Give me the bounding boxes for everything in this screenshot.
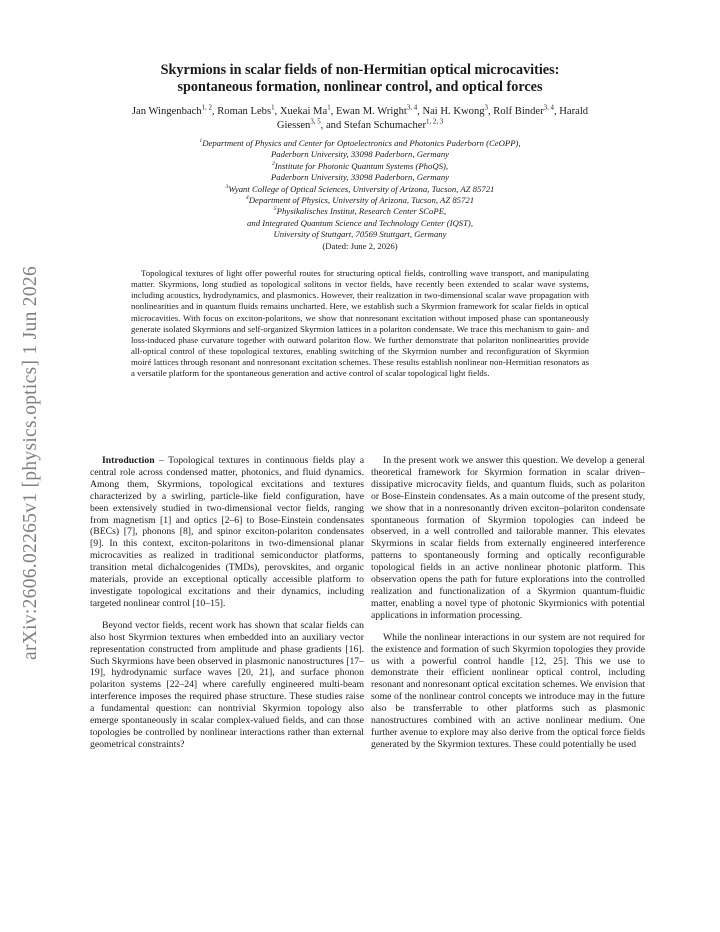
affiliation-line: Paderborn University, 33098 Paderborn, Germany (270, 172, 450, 183)
author-name: and Stefan Schumacher (325, 119, 426, 131)
affiliation-line: $^3$Wyant College of Optical Sciences, University of Arizona, Tucson, AZ 85721 (225, 183, 495, 194)
paper-title (110, 62, 610, 96)
affiliation-line: $^4$Department of Physics, University of Arizona, Tucson, AZ 85721 (245, 195, 475, 206)
intro-paragraph-1-text: Topological textures in continuous fields play a central role across condensed matter, photonics, and fluid dynamics. Among them, Skyrmions, topological excitations and textures characterized by a swirling, particle-like field configuration, have been extensively studied in two-dimensional vector fields, ranging from magnetism [1] and optics [2–6] to Bose-Einstein condensates (BECs) [7], phonons [8], and spinor exciton-polariton condensates [9]. In this context, exciton-polaritons in two-dimensional planar microcavities as realized in traditional semiconductor platforms, transition metal dichalcogenides (TMDs), perovskites, and organic materials, provide an exceptional optically accessible platform to investigate topological excitations and their dynamics, including targeted nonlinear control [10–15]. (90, 455, 365, 609)
author-affiliation-marker: 1 (271, 104, 275, 112)
arxiv-sidebar (16, 248, 46, 678)
affiliation-marker: 2 (271, 160, 275, 167)
affiliation-marker: 3 (225, 183, 229, 190)
author-name: Nai H. Kwong (422, 106, 485, 117)
author-name: Xuekai Ma (279, 106, 328, 117)
author-affiliation-marker: 3, 4 (406, 104, 418, 112)
title-line-1: Skyrmions in scalar fields of non-Hermitian optical microcavities: (160, 62, 560, 78)
author-name: Rolf Binder (493, 106, 544, 117)
affiliations (120, 138, 600, 241)
right-column (371, 455, 645, 761)
left-column (90, 455, 364, 761)
arxiv-identifier: arXiv:2606.02265v1 [physics.optics] 1 Jun 2026 (20, 265, 41, 661)
affiliation-line: $^2$Institute for Photonic Quantum Systems (PhoQS), (271, 160, 449, 171)
author-affiliation-marker: 1, 2, 3 (426, 117, 444, 125)
author-name: Jan Wingenbach (131, 106, 202, 117)
author-affiliation-marker: 3, 4 (543, 104, 554, 112)
affiliation-line: and Integrated Quantum Science and Technology Center (IQST), (247, 217, 473, 228)
author-name: Roman Lebs (217, 106, 272, 117)
affiliation-marker: 5 (273, 206, 277, 213)
author-affiliation-marker: 1, 2 (201, 104, 212, 112)
intro-paragraph-3: In the present work we answer this question. We develop a general theoretical framework for Skyrmion formation in scalar driven–dissipative microcavity fields, and quantum fluids, such as polariton or Bose-Einstein condensates. As a main outcome of the present study, we show that in a nonresonantly driven exciton–polariton condensate spontaneous formation of Skyrmion topologies can indeed be observed, in a well controlled and tailorable manner. This elevates Skyrmions in scalar fields from externally engineered interference patterns to spontaneously forming and optically reconfigurable topological fields in an active nonlinear photonic platform. This observation opens the path for future explorations into the controlled realization and functionalization of a Skyrmion quantum-fluidic matter, enabling a novel type of photonic Skyrmionics with potential applications in information processing. (371, 455, 645, 621)
section-heading-introduction: Introduction (102, 455, 155, 466)
affiliation-line: University of Stuttgart, 70569 Stuttgart, Germany (273, 229, 447, 240)
author-affiliation-marker: 1 (327, 104, 331, 112)
author-affiliation-marker: 3 (484, 104, 488, 112)
author-list: Jan Wingenbach$^{1, 2}$, Roman Lebs$^1$, Xuekai Ma$^1$, Ewan M. Wright$^{3, 4}$, Nai H. Kwong$^3$, Rolf Binder$^{3, 4}$, Harald Giessen$^{3, 5}$, and Stefan Schumacher$^{1, 2, 3}$ (131, 104, 589, 131)
abstract: Topological textures of light offer powerful routes for structuring optical fields, controlling wave transport, and manipulating matter. Skyrmions, long studied as topological solitons in vector fields, have recently been extended to scalar wave systems, including acoustics, hydrodynamics, and plasmonics. However, their realization in two-dimensional scalar wave propagation with nonlinearities and in quantum fluids remains uncharted. Here, we establish such a Skyrmion framework for scalar fields in optical microcavities. With focus on exciton-polaritons, we show that nonresonant excitation without imposed phase can spontaneously generate isolated Skyrmions and self-organized Skyrmion lattices in a polariton condensate. We trace this mechanism to gain- and loss-induced phase curvature together with outward polariton flow. We further demonstrate that polariton nonlinearities provide all-optical control of these topological textures, enabling switching of the Skyrmion number and reconfiguration of Skyrmion moiré lattices through resonant and nonresonant excitation schemes. These results establish nonlinear non-Hermitian resonators as a versatile platform for the spontaneous generation and active control of scalar topological light fields. (131, 268, 589, 379)
heading-separator: – (154, 455, 169, 466)
intro-paragraph-1 (90, 455, 364, 610)
intro-paragraph-2: Beyond vector fields, recent work has shown that scalar fields can also host Skyrmion textures when embedded into an auxiliary vector representation constructed from amplitude and phase gradients [16]. Such Skyrmions have been observed in plasmonic nanostructures [17–19], hydrodynamic surface waves [20, 21], and surface phonon polariton systems [22–24] where carefully engineered multi-beam interference imposes the required phase structure. These studies raise a fundamental question: can nontrivial Skyrmion topology also emerge spontaneously in scalar complex-valued fields, and can those topologies be controlled by nonlinear interactions rather than external geometrical constraints? (90, 619, 364, 750)
author-name: Harald Giessen (276, 106, 589, 131)
affiliation-line: $^1$Department of Physics and Center for Optoelectronics and Photonics Paderborn (CeOPP), (199, 138, 521, 148)
author-name: Ewan M. Wright (335, 106, 407, 117)
intro-paragraph-4: While the nonlinear interactions in our system are not required for the existence and formation of such Skyrmion topologies they provide us with a powerful control handle [12, 25]. This we use to demonstrate their efficient nonlinear optical control, including resonant and nonresonant optical excitation schemes. We envision that some of the nonlinear control concepts we introduce may in the future also be transferrable to other platforms such as plasmonic nanostructures combined with an active nonlinear medium. One further avenue to explore may also derive from the optical force fields generated by the Skyrmion textures. These could potentially be used (371, 631, 645, 750)
affiliation-line: Paderborn University, 33098 Paderborn, Germany (270, 149, 450, 160)
affiliation-marker: 1 (199, 138, 203, 145)
dated-line: (Dated: June 2, 2026) (322, 240, 398, 251)
affiliation-line: $^5$Physikalisches Institut, Research Center SCoPE, (273, 206, 447, 217)
affiliation-marker: 4 (245, 195, 249, 202)
title-line-2: spontaneous formation, nonlinear control, and optical forces (177, 79, 543, 95)
affiliation-list (120, 138, 600, 252)
author-affiliation-marker: 3, 5 (310, 117, 321, 125)
